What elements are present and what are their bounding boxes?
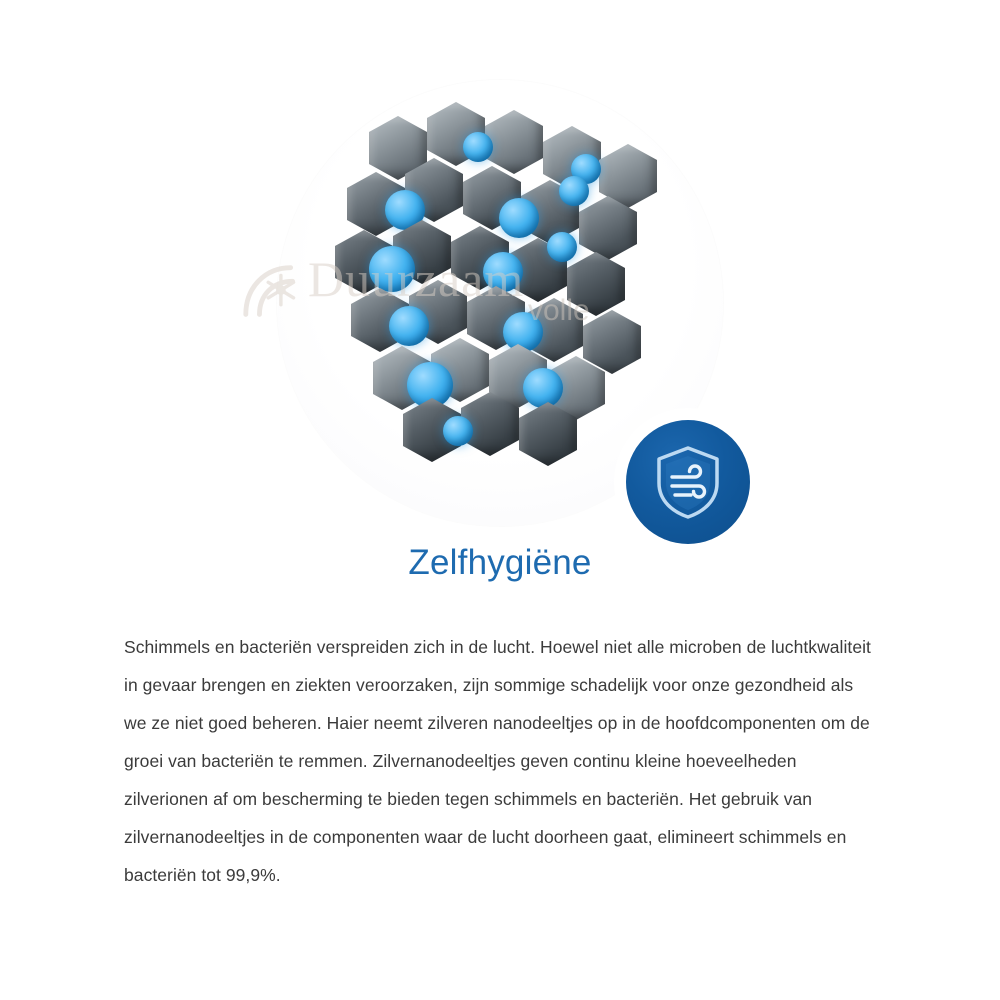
watermark-subtext: volle [528,294,590,327]
feature-description: Schimmels en bacteriën verspreiden zich in de lucht. Hoewel niet alle microben de luchtkwaliteit in gevaar brengen en ziekten veroorzaken, zijn sommige schadelijk voor onze gezondheid als we ze niet goed beheren. Haier neemt zilveren nanodeeltjes op in de hoofdcomponenten om de groei van bacteriën te remmen. Zilvernanodeeltjes geven continu kleine hoeveelheden zilverionen af om bescherming te bieden tegen schimmels en bacteriën. Het gebruik van zilvernanodeeltjes in de componenten waar de lucht doorheen gaat, elimineert schimmels en bacteriën tot 99,9%. [124,637,871,885]
page-title: Zelfhygiëne [408,543,592,582]
badge-circle [626,420,750,544]
shield-airflow-icon [651,443,725,521]
watermark-text: Duurzaam [308,251,525,307]
self-clean-badge [614,408,762,556]
